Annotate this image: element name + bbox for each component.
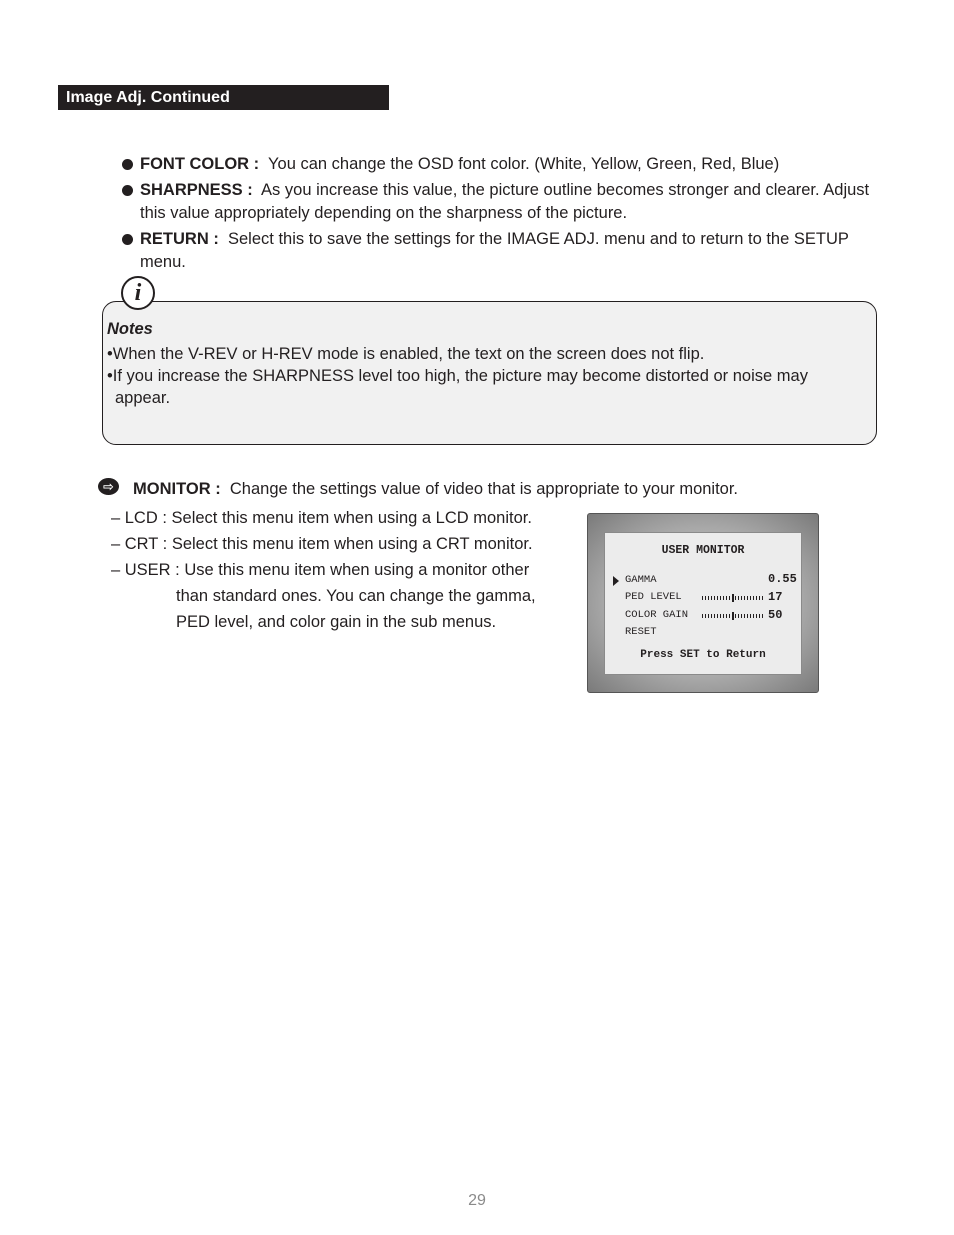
notes-title: Notes (107, 320, 153, 338)
option-crt: – CRT : Select this menu item when using a CRT monitor. (111, 535, 533, 553)
bullet-text: You can change the OSD font color. (White, Yellow, Green, Red, Blue) (268, 155, 780, 173)
selection-arrow-icon (613, 576, 619, 586)
bullet-dot-icon (122, 159, 133, 170)
osd-item-gamma: GAMMA (625, 574, 657, 586)
notes-lines (107, 343, 857, 409)
osd-screen (604, 532, 802, 675)
option-user-continued: PED level, and color gain in the sub menus. (176, 613, 497, 631)
note-line: appear. (115, 389, 171, 407)
ped-level-slider (702, 596, 764, 600)
osd-value-color-gain: 50 (768, 608, 783, 622)
bullet-text: Select this to save the settings for the IMAGE ADJ. menu and to return to the SETUP menu. (140, 230, 849, 271)
osd-item-reset: RESET (625, 626, 657, 638)
monitor-description (133, 478, 738, 500)
bullet-label: SHARPNESS : (140, 181, 253, 199)
osd-title: USER MONITOR (661, 544, 745, 557)
note-line: •If you increase the SHARPNESS level too high, the picture may become distorted or noise may (107, 367, 808, 385)
osd-item-color-gain: COLOR GAIN (625, 609, 689, 621)
arrow-right-icon: ⇨ (98, 478, 119, 495)
monitor-text: Change the settings value of video that is appropriate to your monitor. (229, 480, 739, 498)
page-number: 29 (468, 1192, 486, 1209)
osd-value-ped-level: 17 (768, 590, 783, 604)
bullet-dot-icon (122, 234, 133, 245)
section-header: Image Adj. Continued (58, 85, 389, 110)
bullet-return (122, 228, 882, 274)
color-gain-slider (702, 614, 764, 618)
bullet-list (122, 153, 882, 277)
osd-item-ped-level: PED LEVEL (625, 591, 682, 603)
osd-value-gamma: 0.55 (768, 572, 797, 586)
osd-footer: Press SET to Return (640, 649, 766, 661)
bullet-label: FONT COLOR : (140, 155, 260, 173)
option-user: – USER : Use this menu item when using a monitor other (111, 561, 530, 579)
monitor-options (111, 505, 561, 635)
bullet-dot-icon (122, 185, 133, 196)
bullet-font-color (122, 153, 882, 176)
bullet-sharpness (122, 179, 882, 225)
note-line: •When the V-REV or H-REV mode is enabled, the text on the screen does not flip. (107, 345, 705, 363)
option-user-continued: than standard ones. You can change the gamma, (176, 587, 536, 605)
monitor-label: MONITOR : (133, 480, 221, 498)
bullet-text: As you increase this value, the picture outline becomes stronger and clearer. Adjust this value appropriately depending on the sharpness of the picture. (140, 181, 870, 222)
bullet-label: RETURN : (140, 230, 219, 248)
info-icon: i (121, 276, 155, 310)
option-lcd: – LCD : Select this menu item when using a LCD monitor. (111, 509, 532, 527)
